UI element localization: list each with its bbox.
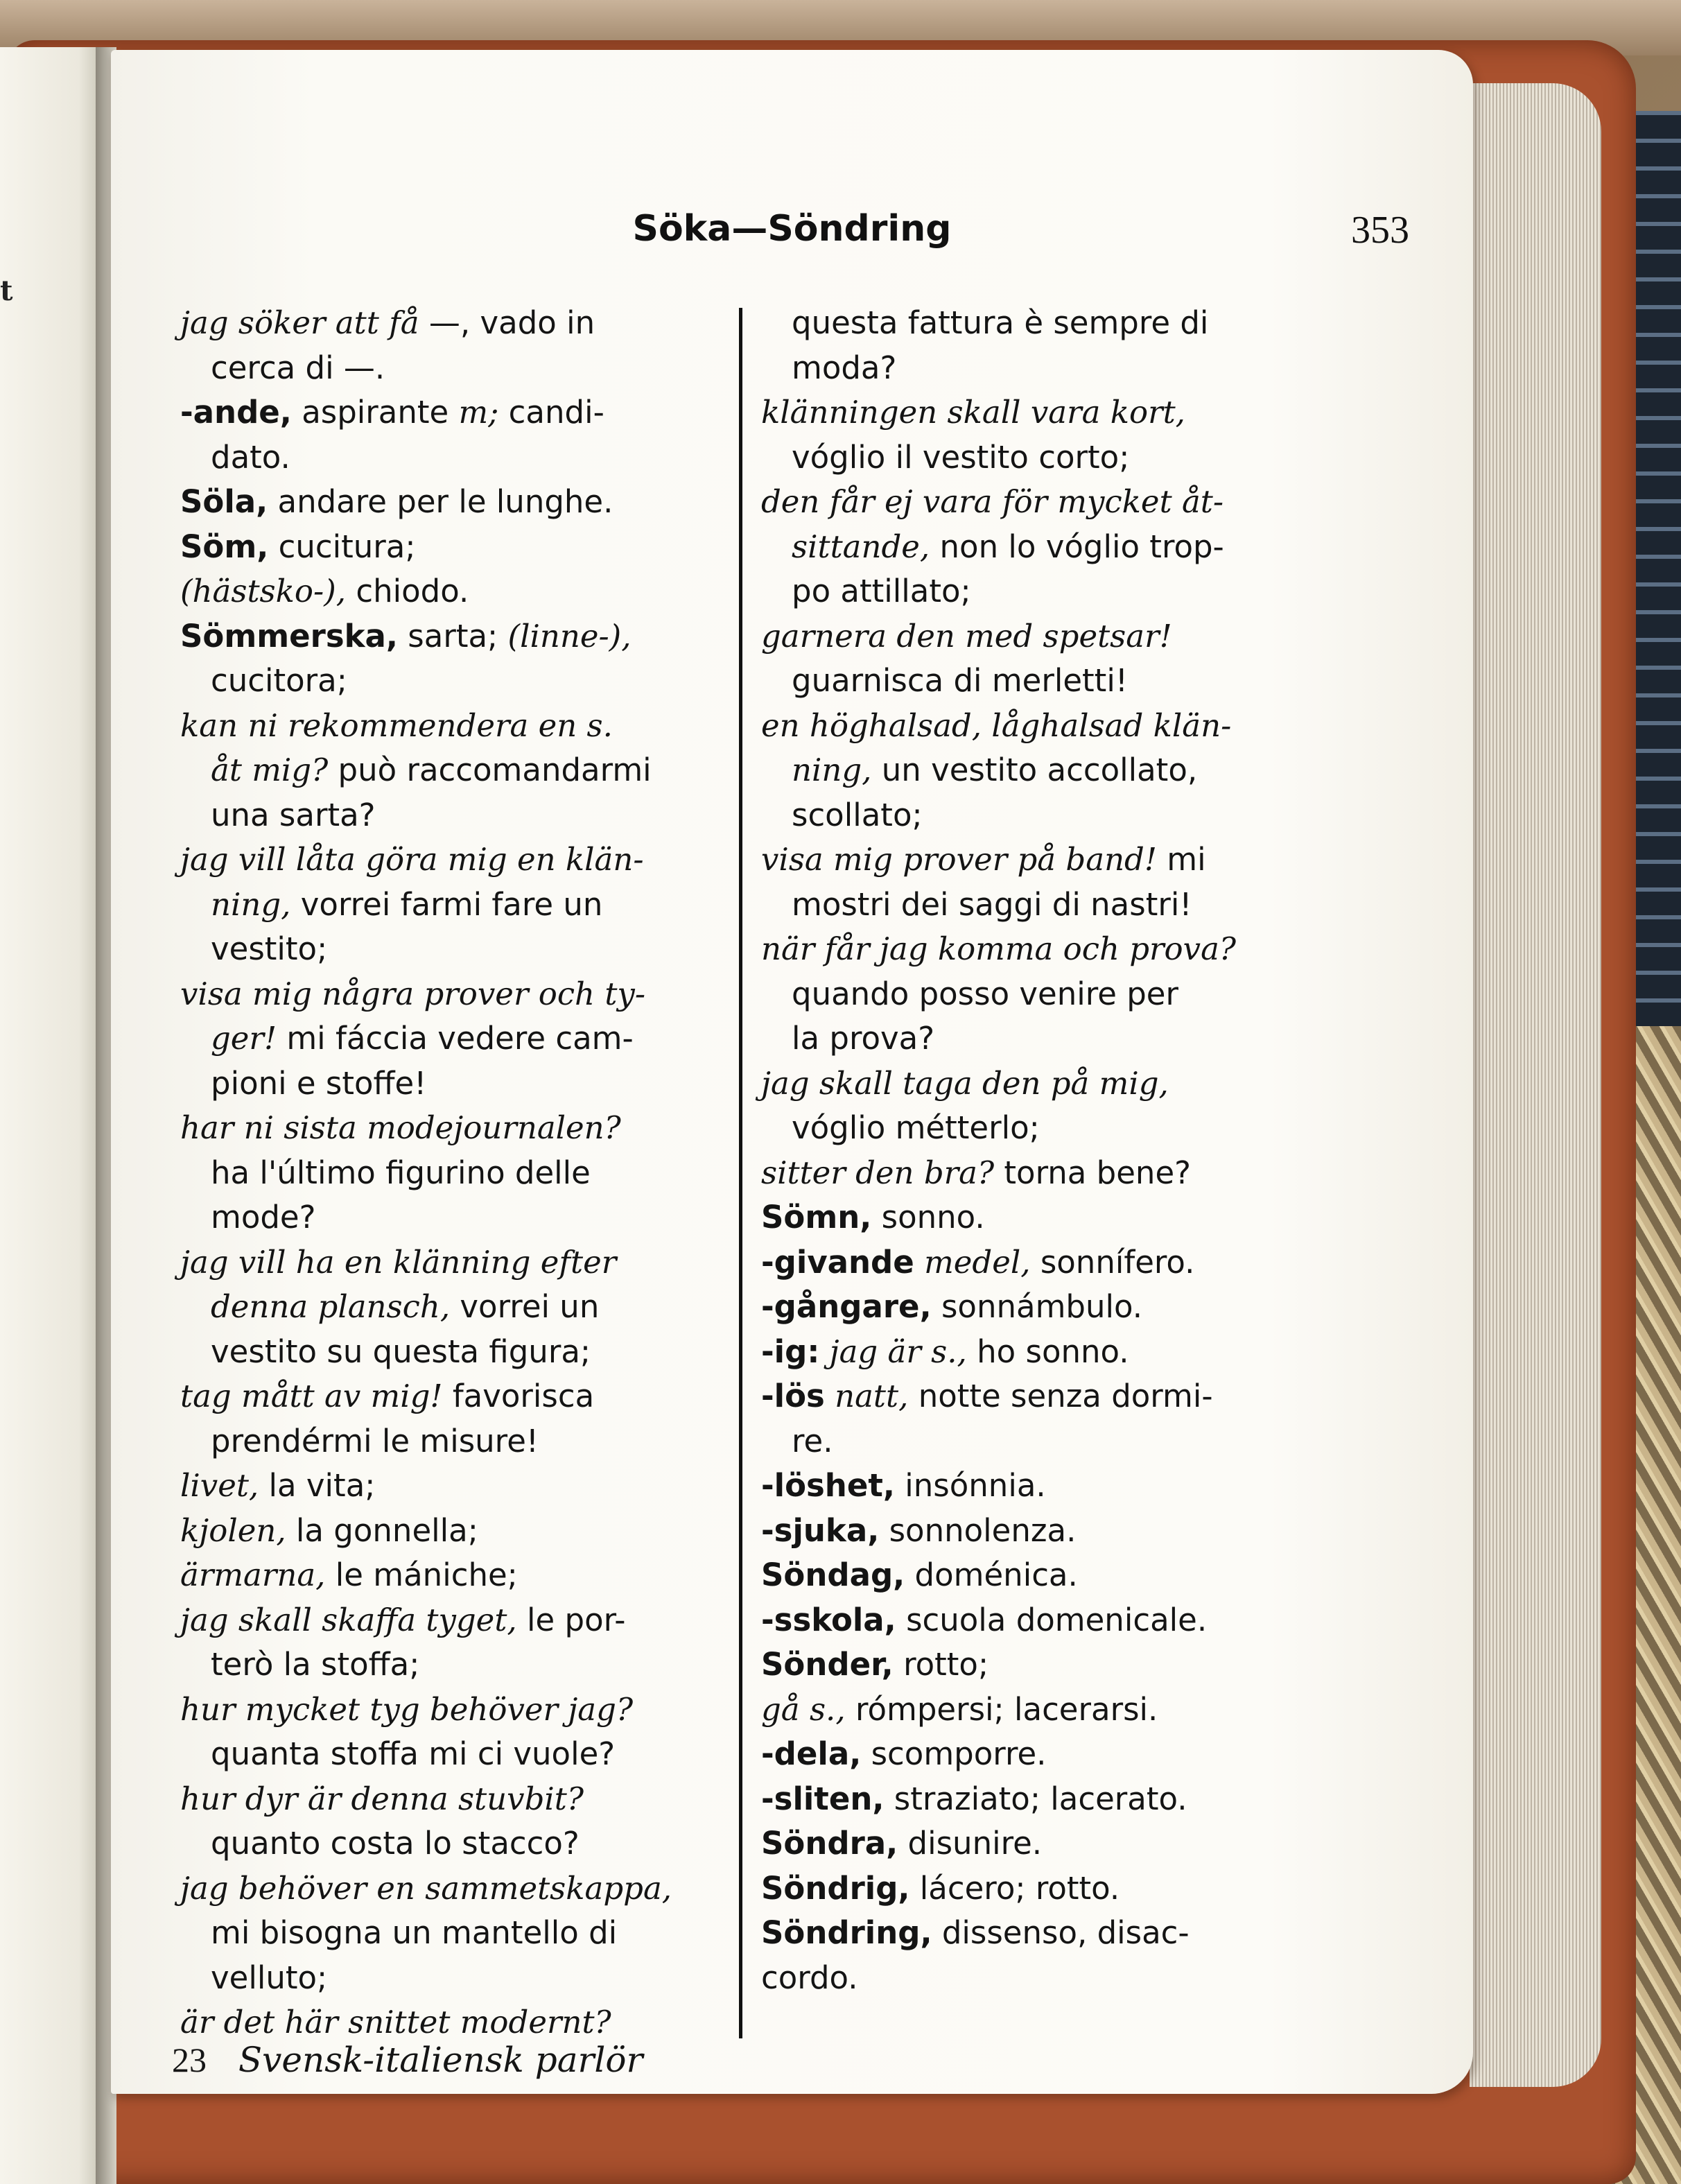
italian-text: po attillato; [792, 573, 971, 609]
italian-text: rotto; [893, 1646, 989, 1683]
entry-line [761, 346, 1316, 391]
italian-text: scuola domenicale. [896, 1601, 1208, 1638]
page-header [111, 208, 1473, 263]
entry-line [761, 748, 1316, 793]
swedish-phrase: jag är s., [819, 1333, 967, 1370]
headword: -sjuka, [761, 1511, 880, 1549]
italian-text: vóglio métterlo; [792, 1109, 1040, 1146]
entry-line [761, 1240, 1316, 1285]
swedish-phrase: gå s., [761, 1690, 846, 1728]
italian-text: un vestito accollato, [871, 752, 1198, 788]
entry-line [180, 1911, 735, 1956]
swedish-phrase: jag vill låta göra mig en klän- [180, 841, 644, 878]
page-footer [172, 2040, 1073, 2088]
italian-text: cucitura; [268, 528, 416, 565]
entry-line [761, 883, 1316, 928]
italian-text: rómpersi; lacerarsi. [845, 1690, 1158, 1728]
entry-line [180, 748, 735, 793]
italian-text: la vita; [259, 1467, 376, 1504]
italian-text: favorisca [442, 1378, 595, 1414]
entry-line [180, 525, 735, 570]
italian-text: terò la stoffa; [211, 1646, 420, 1683]
italian-text: sarta; [398, 617, 508, 655]
italian-text: scollato; [792, 796, 923, 833]
italian-text: chiodo. [346, 573, 469, 609]
swedish-phrase: (hästsko-), [180, 573, 347, 609]
entry-line [761, 1419, 1316, 1464]
swedish-phrase: sitter den bra? [761, 1154, 995, 1191]
italian-text: cerca di —. [211, 349, 385, 386]
headword: Sömn, [761, 1199, 872, 1236]
italian-text: ha l'último figurino delle [211, 1154, 591, 1191]
entry-line [761, 793, 1316, 838]
swedish-phrase: har ni sista modejournalen? [180, 1109, 621, 1146]
italian-text: notte senza dormi- [908, 1378, 1213, 1414]
entry-line [761, 1195, 1316, 1240]
italian-text: prendérmi le misure! [211, 1422, 539, 1459]
entry-line [180, 390, 735, 435]
italian-text: mi fáccia vedere cam- [277, 1020, 634, 1057]
italian-text: vorrei un [450, 1288, 600, 1325]
entry-line [761, 1688, 1316, 1733]
italian-text: pioni e stoffe! [211, 1064, 427, 1102]
italian-text: scomporre. [861, 1735, 1047, 1772]
swedish-phrase: klänningen skall vara kort, [761, 394, 1185, 431]
entry-line [180, 614, 735, 659]
entry-line [761, 525, 1316, 570]
entry-line [180, 1240, 735, 1285]
entry-line [761, 1866, 1316, 1912]
entry-line [180, 659, 735, 704]
italian-text: disunire. [898, 1825, 1043, 1862]
entry-line [761, 1285, 1316, 1330]
swedish-phrase: en höghalsad, låghalsad klän- [761, 707, 1232, 744]
swedish-phrase: den får ej vara för mycket åt- [761, 483, 1224, 520]
swedish-phrase: denna plansch, [211, 1288, 451, 1325]
swedish-phrase: kan ni rekommendera en s. [180, 707, 613, 744]
left-page-fragment: t [0, 275, 13, 307]
swedish-phrase: ärmarna, [180, 1557, 326, 1593]
italian-text: quanto costa lo stacco? [211, 1825, 580, 1862]
entry-line [761, 838, 1316, 883]
italian-text: mode? [211, 1199, 316, 1236]
italian-text: non lo vóglio trop- [930, 528, 1224, 565]
italian-text: dato. [211, 438, 290, 476]
footer-signature: 23 [172, 2040, 207, 2079]
entry-line [180, 1688, 735, 1733]
italian-text: straziato; lacerato. [884, 1780, 1187, 1817]
swedish-phrase: garnera den med spetsar! [761, 617, 1172, 655]
entry-line [180, 435, 735, 480]
swedish-phrase: jag behöver en sammetskappa, [180, 1869, 672, 1907]
swedish-phrase: jag skall taga den på mig, [761, 1064, 1169, 1102]
entry-line [761, 1911, 1316, 1956]
headword: -sliten, [761, 1780, 885, 1817]
swedish-phrase: visa mig några prover och ty- [180, 975, 646, 1012]
entry-line [180, 301, 735, 346]
italian-text: questa fattura è sempre di [792, 304, 1209, 341]
entry-line [761, 1061, 1316, 1107]
entry-line [180, 569, 735, 614]
italian-text: può raccomandarmi [328, 752, 652, 788]
italian-text: sonnífero. [1030, 1243, 1195, 1281]
entry-line [180, 480, 735, 525]
swedish-phrase: (linne-), [507, 617, 632, 655]
italian-text: re. [792, 1422, 833, 1459]
italian-text: mostri dei saggi di nastri! [792, 885, 1192, 923]
page-number: 353 [1351, 209, 1409, 252]
italian-text: cucitora; [211, 662, 347, 699]
entry-line [180, 1419, 735, 1464]
swedish-phrase: ning, [792, 752, 872, 788]
italian-text: vorrei farmi fare un [290, 885, 603, 923]
page-edges [1470, 83, 1601, 2087]
italian-text: quanta stoffa mi ci vuole? [211, 1735, 616, 1772]
entry-line [180, 1285, 735, 1330]
entry-line [180, 1956, 735, 2001]
italian-text: candi- [498, 394, 604, 431]
italian-text: aspirante [291, 394, 459, 431]
italian-text: insónnia. [894, 1467, 1046, 1504]
italian-text: lácero; rotto. [909, 1869, 1120, 1907]
entry-line [180, 972, 735, 1017]
swedish-phrase: tag mått av mig! [180, 1378, 443, 1414]
headword: Söndra, [761, 1825, 898, 1862]
headword: -lös [761, 1378, 825, 1414]
entry-line [180, 1016, 735, 1061]
entry-line [761, 1956, 1316, 2001]
headword: Sömmerska, [180, 617, 398, 655]
entry-line [180, 1643, 735, 1688]
footer-title: Svensk-italiensk parlör [238, 2040, 643, 2080]
headword: -ande, [180, 394, 292, 431]
italian-text: quando posso venire per [792, 975, 1178, 1012]
swedish-phrase: ger! [211, 1020, 277, 1057]
italian-text: le por- [516, 1601, 626, 1638]
entry-line [761, 1777, 1316, 1822]
entry-line [180, 1106, 735, 1151]
headword: Söndag, [761, 1557, 905, 1593]
italian-text: la gonnella; [286, 1511, 478, 1549]
swedish-phrase: sittande, [792, 528, 930, 565]
italian-text: sonno. [871, 1199, 985, 1236]
italian-text: sonnolenza. [879, 1511, 1077, 1549]
entry-line [761, 301, 1316, 346]
entry-line [761, 1151, 1316, 1196]
italian-text: velluto; [211, 1959, 328, 1996]
entry-line [180, 1464, 735, 1509]
entry-line [761, 1598, 1316, 1643]
entry-line [761, 1464, 1316, 1509]
entry-line [761, 1553, 1316, 1598]
italian-text: mi bisogna un mantello di [211, 1914, 618, 1951]
entry-line [761, 1643, 1316, 1688]
entry-line [761, 1330, 1316, 1375]
entry-line [180, 1553, 735, 1598]
entry-line [180, 2000, 735, 2045]
italian-text: una sarta? [211, 796, 376, 833]
entry-line [761, 435, 1316, 480]
column-rule [739, 308, 742, 2038]
italian-text: le mániche; [325, 1557, 518, 1593]
headword: -löshet, [761, 1467, 895, 1504]
italian-text: guarnisca di merletti! [792, 662, 1128, 699]
headword: -sskola, [761, 1601, 896, 1638]
italian-text: ho sonno. [966, 1333, 1129, 1370]
headword: Söm, [180, 528, 269, 565]
right-page [111, 50, 1473, 2094]
italian-text: mi [1156, 841, 1206, 878]
headword: Söndrig, [761, 1869, 910, 1907]
italian-text: doménica. [905, 1557, 1078, 1593]
swedish-phrase: åt mig? [211, 752, 329, 788]
entry-line [180, 1821, 735, 1866]
headword: -dela, [761, 1735, 862, 1772]
swedish-phrase: när får jag komma och prova? [761, 930, 1237, 967]
entry-line [180, 1330, 735, 1375]
entry-line [761, 1106, 1316, 1151]
swedish-phrase: natt, [824, 1378, 909, 1414]
italian-text: moda? [792, 349, 897, 386]
entry-line [761, 1821, 1316, 1866]
italian-text: vóglio il vestito corto; [792, 438, 1130, 476]
entry-line [761, 972, 1316, 1017]
entry-line [761, 480, 1316, 525]
italian-text: torna bene? [994, 1154, 1192, 1191]
entry-line [761, 1374, 1316, 1419]
swedish-phrase: ning, [211, 885, 291, 923]
swedish-phrase: hur mycket tyg behöver jag? [180, 1690, 634, 1728]
headword: Sönder, [761, 1646, 894, 1683]
left-page [0, 47, 98, 2184]
swedish-phrase: visa mig prover på band! [761, 841, 1157, 878]
headword: -givande [761, 1243, 914, 1281]
entry-line [180, 346, 735, 391]
headword: Söla, [180, 483, 268, 520]
running-head: Söka—Söndring [632, 208, 952, 250]
entry-line [180, 1061, 735, 1107]
entry-line [180, 927, 735, 972]
right-column [761, 301, 1316, 2062]
entry-line [761, 390, 1316, 435]
entry-line [180, 1151, 735, 1196]
italian-text: vestito su questa figura; [211, 1333, 591, 1370]
entry-line [761, 1732, 1316, 1777]
entry-line [761, 927, 1316, 972]
entry-line [761, 1016, 1316, 1061]
italian-text: vestito; [211, 930, 328, 967]
swedish-phrase: är det här snittet modernt? [180, 2004, 611, 2040]
italian-text: cordo. [761, 1959, 858, 1996]
entry-line [180, 1509, 735, 1554]
swedish-phrase: jag skall skaffa tyget, [180, 1601, 517, 1638]
italian-text: sonnámbulo. [931, 1288, 1143, 1325]
entry-line [180, 1374, 735, 1419]
swedish-phrase: jag vill ha en klänning efter [180, 1243, 617, 1281]
swedish-phrase: hur dyr är denna stuvbit? [180, 1780, 584, 1817]
entry-line [761, 704, 1316, 749]
swedish-phrase: jag söker att få [180, 304, 419, 341]
entry-line [180, 1777, 735, 1822]
headword: -ig: [761, 1333, 820, 1370]
swedish-phrase: m; [458, 394, 499, 431]
entry-line [761, 659, 1316, 704]
entry-line [180, 1195, 735, 1240]
entry-line [180, 793, 735, 838]
swedish-phrase: kjolen, [180, 1511, 286, 1549]
entry-line [180, 1732, 735, 1777]
headword: -gångare, [761, 1288, 932, 1325]
left-column [180, 301, 735, 2062]
italian-text: dissenso, disac- [932, 1914, 1190, 1951]
swedish-phrase: medel, [914, 1243, 1031, 1281]
headword: Söndring, [761, 1914, 932, 1951]
entry-line [180, 883, 735, 928]
entry-line [180, 1598, 735, 1643]
italian-text: andare per le lunghe. [268, 483, 613, 520]
entry-line [180, 1866, 735, 1912]
entry-line [761, 1509, 1316, 1554]
entry-line [180, 704, 735, 749]
italian-text: —, vado in [419, 304, 595, 341]
italian-text: la prova? [792, 1020, 935, 1057]
swedish-phrase: livet, [180, 1467, 259, 1504]
entry-line [761, 569, 1316, 614]
entry-line [180, 838, 735, 883]
entry-line [761, 614, 1316, 659]
